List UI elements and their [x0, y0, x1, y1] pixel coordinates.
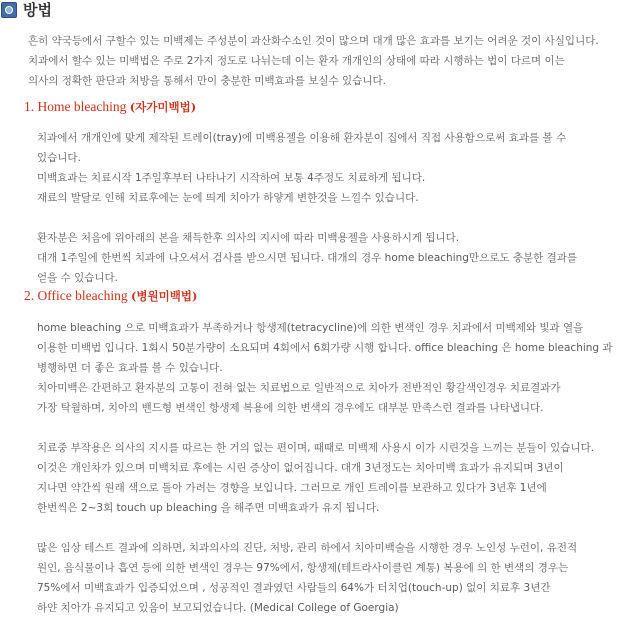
section2-title [24, 287, 197, 305]
body-line: 한번씩은 2~3회 touch up bleaching 을 해주면 미백효과가 유지 됩니다. [37, 502, 380, 514]
section2-body [37, 318, 637, 618]
body-line: 있습니다. [37, 152, 81, 164]
intro-line: 치과에서 할수 있는 미백법은 주로 2가지 정도로 나뉘는데 이는 환자 개개인의 상태에 따라 시행하는 법이 다르며 이는 [28, 55, 565, 67]
body-spacer [37, 418, 637, 438]
section2-title-en: 2. Office bleaching [24, 288, 128, 303]
section1-body [37, 128, 637, 288]
intro-line: 흔히 약국등에서 구할수 있는 미백제는 주성분이 과산화수소인 것이 많으며 대개 많은 효과를 보기는 어려운 것이 사실입니다. [28, 35, 599, 47]
body-line: 대개 1주일에 한번씩 치과에 나오셔서 검사를 받으시면 됩니다. 대개의 경우 home bleaching만으로도 충분한 결과를 [37, 252, 578, 264]
body-line: 치아미백은 간편하고 환자분의 고통이 전혀 없는 치료법으로 일반적으로 치아가 전반적인 황갈색인경우 치료결과가 [37, 382, 561, 394]
target-icon [1, 2, 17, 18]
body-line: 원인, 음식물이나 흡연 등에 의한 변색인 경우는 97%에서, 항생제(테트라사이클린 계통) 복용에 의 한 변색의 경우는 [37, 562, 569, 574]
body-line: 환자분은 처음에 위아래의 본을 채득한후 의사의 지시에 따라 미백용젤을 사용하시게 됩니다. [37, 232, 460, 244]
body-line: 미백효과는 치료시작 1주일후부터 나타나기 시작하여 보통 4주정도 치료하게 됩니다. [37, 172, 426, 184]
body-line: 이용한 미백법 입니다. 1회시 50분가량이 소요되며 4회에서 6회가량 시행 합니다. office bleaching 은 home bleaching 과 [37, 342, 613, 354]
body-line: 이것은 개인차가 있으며 미백치료 후에는 시린 증상이 없어집니다. 대개 3년정도는 치아미백 효과가 유지되며 3년이 [37, 462, 564, 474]
body-line: home bleaching 으로 미백효과가 부족하거나 항생제(tetracycline)에 의한 변색인 경우 치과에서 미백제와 빛과 열을 [37, 322, 584, 334]
body-line: 지나면 약간씩 원래 색으로 돌아 가려는 경향을 보입니다. 그러므로 개인 트레이를 보관하고 있다가 3년후 1년에 [37, 482, 547, 494]
body-line: 치과에서 개개인에 맞게 제작된 트레이(tray)에 미백용젤을 이용해 환자분이 집에서 직접 사용함으로써 효과를 볼 수 [37, 132, 567, 144]
body-line: 치료중 부작용은 의사의 지시를 따르는 한 거의 없는 편이며, 때때로 미백제 사용시 이가 시린것을 느끼는 분들이 있습니다. [37, 442, 595, 454]
section-header [0, 0, 640, 22]
section1-title [24, 98, 196, 116]
section2-title-ko: (병원미백법) [130, 289, 198, 303]
section1-title-ko: (자가미백법) [129, 100, 197, 114]
section1-title-en: 1. Home bleaching [24, 99, 127, 114]
body-line: 75%에서 미백효과가 입증되었으며 , 성공적인 결과였던 사람들의 64%가 터치업(touch-up) 없이 치료후 3년간 [37, 582, 551, 594]
body-line: 하얀 치아가 유지되고 있음이 보고되었습니다. (Medical College of Goergia) [37, 602, 399, 614]
intro-line: 의사의 정확한 판단과 처방을 통해서 만이 충분한 미백효과를 보실수 있습니다. [28, 75, 386, 87]
body-line: 많은 임상 테스트 결과에 의하면, 치과의사의 진단, 처방, 관리 하에서 치아미백술을 시행한 경우 노인성 누런이, 유전적 [37, 542, 578, 554]
page-title: 방법 [23, 1, 52, 19]
body-line: 얻을 수 있습니다. [37, 272, 119, 284]
body-line: 병행하면 더 좋은 효과를 볼 수 있습니다. [37, 362, 223, 374]
body-spacer [37, 208, 637, 228]
body-line: 재료의 발달로 인해 치료후에는 눈에 띄게 치아가 하얗게 변한것을 느낄수 있습니다. [37, 192, 419, 204]
intro-paragraph [28, 31, 636, 91]
body-line: 가장 탁월하며, 치아의 밴드형 변색인 항생제 복용에 의한 변색의 경우에도 대부분 만족스런 결과를 나타냅니다. [37, 402, 544, 414]
body-spacer [37, 518, 637, 538]
